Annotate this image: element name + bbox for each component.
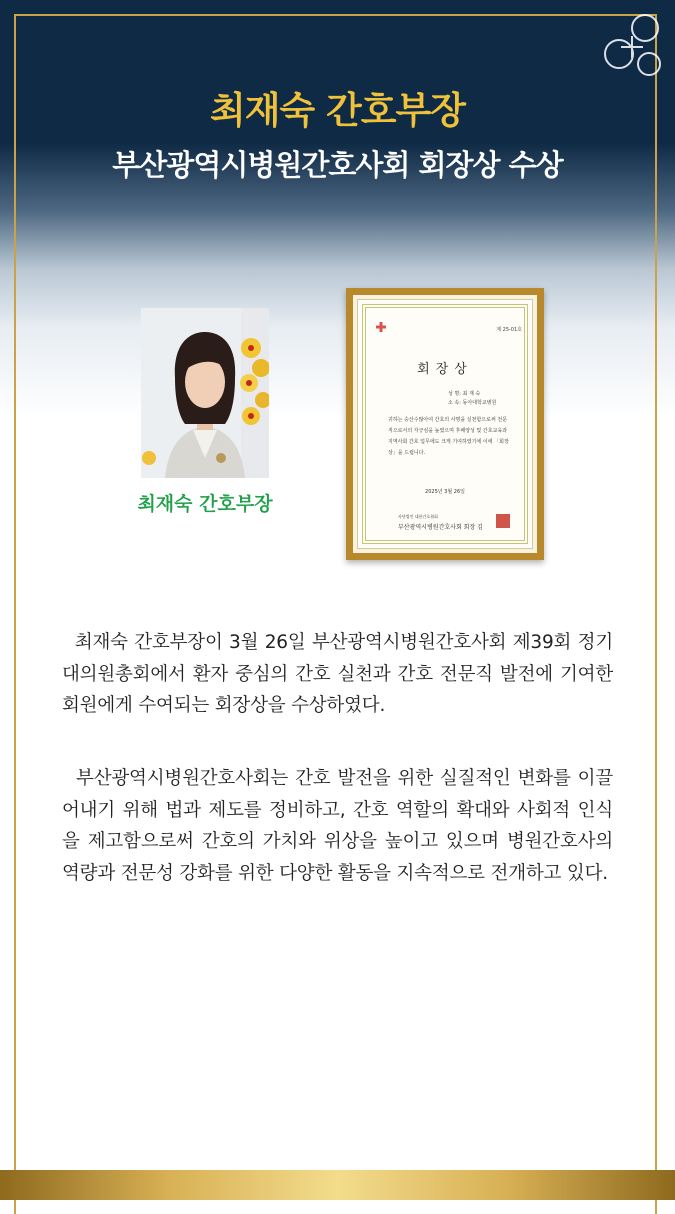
body-paragraph-1: 최재숙 간호부장이 3월 26일 부산광역시병원간호사회 제39회 정기 대의원총회에서 환자 중심의 간호 실천과 간호 전문직 발전에 기여한 회원에게 수여되는 회장상을 수상하였다. [62, 632, 613, 716]
certificate-recipient-name: 성 명: 최 재 숙 [448, 391, 481, 397]
certificate-frame [346, 288, 544, 560]
certificate-number: 제 25-01호 [496, 327, 522, 333]
certificate-recipient [448, 390, 496, 408]
body-paragraph-2: 부산광역시병원간호사회는 간호 발전을 위한 실질적인 변화를 이끌어내기 위해 법과 제도를 정비하고, 간호 역할의 확대와 사회적 인식을 제고함으로써 간호의 가치와 위상을 높이고 있으며 병원간호사의 역량과 전문성 강화를 위한 다양한 활동을 지속적으로 전개하고 있다. [62, 768, 613, 884]
certificate-title: 회장상 [417, 362, 473, 377]
page-subtitle: 부산광역시병원간호사회 회장상 수상 [112, 148, 563, 182]
certificate-org-line2: 부산광역시병원간호사회 회장 김 [398, 524, 483, 531]
certificate-recipient-affiliation: 소 속: 동아대학교병원 [448, 400, 497, 406]
portrait-image [141, 308, 269, 478]
red-cross-icon [376, 322, 386, 332]
certificate-body: 귀하는 숭산수많아여 간호의 사명을 실천함으로써 전문직으로서의 자긍심을 높였으며 후배양성 및 간호교육과 지역사회 간호 업무에도 크게 기여하였기에 이에 「회장상」을 드립니다. [388, 417, 509, 456]
photo-caption: 최재숙 간호부장 [137, 493, 273, 515]
hospital-cross-logo-icon [599, 14, 665, 80]
portrait-photo [141, 308, 269, 478]
certificate-seal [496, 514, 510, 528]
certificate-paper [357, 299, 533, 549]
certificate-date: 2025년 3월 26일 [425, 489, 465, 495]
gold-frame [14, 14, 657, 1214]
page-title: 최재숙 간호부장 [209, 89, 466, 132]
gold-bottom-bar [0, 1170, 675, 1200]
certificate-org-line1: 사단법인 대한간호협회 [398, 514, 438, 519]
